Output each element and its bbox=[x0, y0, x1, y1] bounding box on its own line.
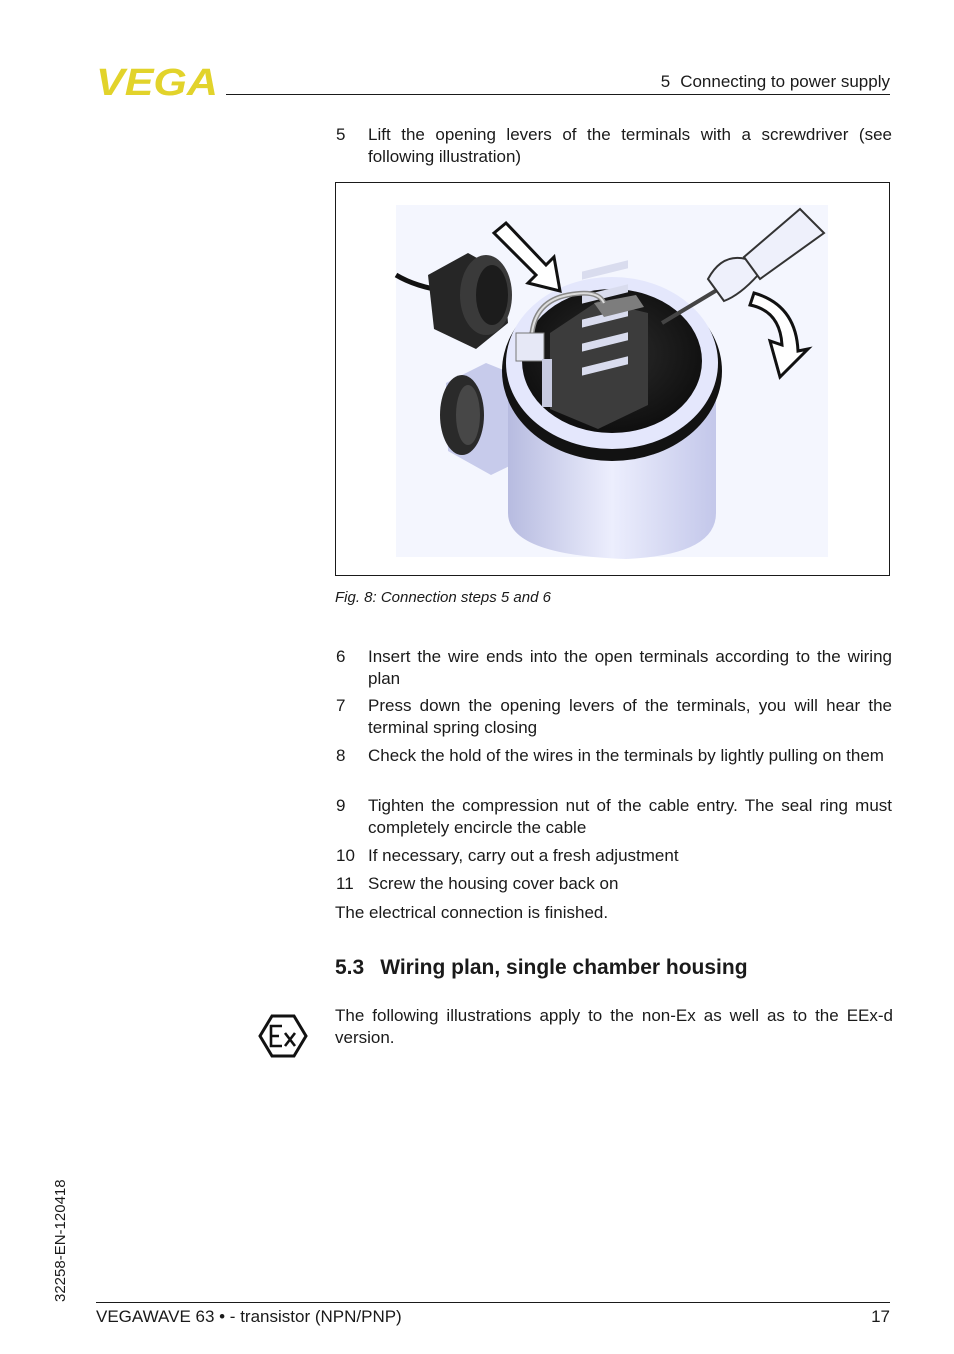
step-number: 10 bbox=[336, 846, 355, 865]
section-heading bbox=[335, 956, 748, 980]
step-text: Lift the opening levers of the terminals with a screwdriver (see following illustration) bbox=[368, 125, 892, 166]
step-number: 11 bbox=[336, 874, 354, 893]
running-head bbox=[661, 72, 890, 92]
step-text: Press down the opening levers of the terminals, you will hear the terminal spring closing bbox=[368, 696, 892, 737]
step-item bbox=[336, 845, 892, 867]
step-item bbox=[336, 695, 892, 739]
footer-rule bbox=[96, 1302, 890, 1303]
conclusion-text: The electrical connection is finished. bbox=[335, 903, 609, 922]
step-item bbox=[336, 795, 892, 839]
running-head-number: 5 bbox=[660, 72, 671, 91]
step-item bbox=[336, 124, 892, 168]
document-id: 32258-EN-120418 bbox=[52, 1179, 69, 1302]
step-text: If necessary, carry out a fresh adjustment bbox=[368, 846, 679, 865]
step-text: Screw the housing cover back on bbox=[368, 874, 619, 893]
vega-logo bbox=[96, 64, 220, 98]
step-number: 5 bbox=[336, 125, 346, 144]
ground-terminal bbox=[516, 333, 544, 361]
step-number: 9 bbox=[336, 796, 346, 815]
step-item bbox=[336, 646, 892, 690]
page-number: 17 bbox=[871, 1307, 890, 1326]
ex-note-text: The following illustrations apply to the non-Ex as well as to the EEx-d version. bbox=[335, 1006, 893, 1047]
figure-caption: Fig. 8: Connection steps 5 and 6 bbox=[335, 589, 551, 606]
step-number: 7 bbox=[336, 696, 346, 715]
vega-logo-text: VEGA bbox=[96, 64, 218, 98]
step-text: Check the hold of the wires in the terminals by lightly pulling on them bbox=[368, 746, 884, 765]
step-number: 8 bbox=[336, 746, 346, 765]
step-text: Tighten the compression nut of the cable entry. The seal ring must completely encircle the cable bbox=[368, 796, 892, 837]
section-number: 5.3 bbox=[335, 956, 365, 979]
footer-product: VEGAWAVE 63 • - transistor (NPN/PNP) bbox=[96, 1307, 402, 1326]
running-head-title: Connecting to power supply bbox=[680, 72, 890, 91]
step-item bbox=[336, 745, 892, 767]
section-title: Wiring plan, single chamber housing bbox=[380, 956, 748, 979]
step-text: Insert the wire ends into the open terminals according to the wiring plan bbox=[368, 647, 892, 688]
header-rule bbox=[226, 94, 890, 95]
figure-illustration bbox=[336, 183, 889, 575]
step-item bbox=[336, 873, 892, 895]
ex-hazard-icon bbox=[258, 1013, 308, 1059]
figure-connection-steps bbox=[335, 182, 890, 576]
step-number: 6 bbox=[336, 647, 346, 666]
